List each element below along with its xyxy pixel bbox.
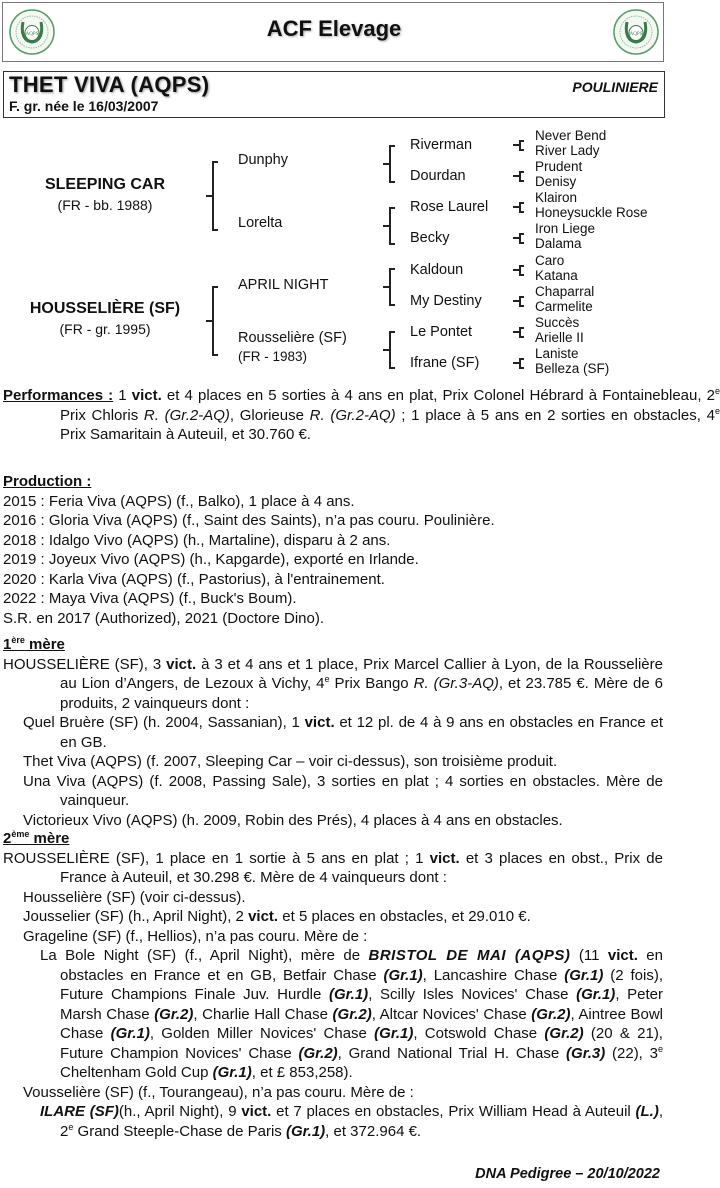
- production-heading: Production :: [3, 473, 92, 490]
- pedigree-gen4: Honeysuckle Rose: [535, 205, 648, 220]
- production-line: 2019 : Joyeux Vivo (AQPS) (h., Kapgarde), exporté en Irlande.: [3, 551, 419, 568]
- bracket-tick: [383, 349, 390, 351]
- svg-text:AQPS: AQPS: [629, 32, 643, 37]
- bracket-tick: [513, 175, 519, 177]
- bracket-tick: [383, 286, 390, 288]
- pedigree-gen4: Prudent: [535, 159, 583, 174]
- performances-section: Performances : 1 vict. et 4 places en 5 sorties à 4 ans en plat, Prix Colonel Hébrard à Fontainebleau, 2e Prix Chloris R. (Gr.2-AQ), Glorieuse R. (Gr.2-AQ) ; 1 place à 5 ans en 2 sorties en obstacles, 4e Prix Samaritain à Auteuil, et 30.760 €.: [3, 386, 720, 443]
- bracket-tick: [206, 320, 213, 322]
- pedigree-gen3: Kaldoun: [410, 262, 464, 278]
- pedigree-gen3: My Destiny: [410, 293, 482, 309]
- offspring-entry: Victorieux Vivo (AQPS) (h. 2009, Robin des Prés), 4 places à 4 ans en obstacles.: [23, 811, 563, 829]
- pedigree-gen4: Dalama: [535, 236, 582, 251]
- pedigree-gen4: Klairon: [535, 190, 578, 205]
- offspring-entry: Vousselière (SF) (f., Tourangeau), n’a pas couru. Mère de :: [23, 1083, 414, 1101]
- bracket-tick: [383, 163, 390, 165]
- first-dam-heading: 1ère mère: [3, 635, 65, 653]
- production-line: 2015 : Feria Viva (AQPS) (f., Balko), 1 place à 4 ans.: [3, 492, 355, 510]
- pedigree-gen4: Belleza (SF): [535, 361, 610, 376]
- pedigree-dam-name: HOUSSELIÈRE (SF): [29, 300, 181, 317]
- offspring-entry: Housselière (SF) (voir ci-dessus).: [23, 888, 246, 906]
- bracket-gen3: [519, 233, 524, 244]
- bracket-gen3: [519, 296, 524, 307]
- second-dam-heading: 2ème mère: [3, 829, 70, 847]
- bracket-tick: [513, 206, 519, 208]
- production-line: 2022 : Maya Viva (AQPS) (f., Buck's Boum).: [3, 590, 297, 607]
- bracket-gen3: [519, 140, 524, 151]
- pedigree-gen3: Ifrane (SF): [410, 355, 480, 371]
- grand-offspring-entry: ILARE (SF)(h., April Night), 9 vict. et 7 places en obstacles, Prix William Head à Auteuil (L.), 2e Grand Steeple-Chase de Paris (Gr.1), et 372.964 €.: [40, 1103, 664, 1140]
- pedigree-gen2: Rousselière (SF): [238, 330, 347, 346]
- pedigree-gen3: Le Pontet: [410, 324, 473, 340]
- aqps-logo-right: [612, 8, 660, 56]
- pedigree-gen2: Lorelta: [238, 215, 283, 231]
- site-title: ACF Elevage: [266, 16, 402, 41]
- pedigree-sire-name: SLEEPING CAR: [44, 176, 165, 193]
- production-line: 2018 : Idalgo Vivo (AQPS) (h., Martaline), disparu à 2 ans.: [3, 531, 391, 549]
- pedigree-gen2: Dunphy: [238, 152, 288, 168]
- pedigree-gen2-info: (FR - 1983): [238, 349, 308, 364]
- bracket-tick: [513, 362, 519, 364]
- bracket-tick: [383, 225, 390, 227]
- horse-birth-info: F. gr. née le 16/03/2007: [9, 98, 159, 114]
- svg-text:AQPS: AQPS: [25, 32, 39, 37]
- offspring-entry: Thet Viva (AQPS) (f. 2007, Sleeping Car – voir ci-dessus), son troisième produit.: [23, 753, 558, 770]
- offspring-entry: Jousselier (SF) (h., April Night), 2 vict. et 5 places en obstacles, et 29.010 €.: [23, 908, 531, 925]
- horse-name: THET VIVA (AQPS): [9, 72, 210, 97]
- offspring-entry: Una Viva (AQPS) (f. 2008, Passing Sale), 3 sorties en plat ; 4 sorties en obstacles. Mère de vainqueur.: [23, 772, 663, 809]
- offspring-entry: Quel Bruère (SF) (h. 2004, Sassanian), 1 vict. et 12 pl. de 4 à 9 ans en obstacles en France et en GB.: [23, 714, 663, 751]
- pedigree-gen4: River Lady: [535, 143, 600, 158]
- bracket-tick: [513, 144, 519, 146]
- performances-heading: Performances :: [3, 387, 114, 404]
- bracket-tick: [513, 237, 519, 239]
- horseshoe-seal-icon: [612, 8, 660, 56]
- second-dam-section: [3, 829, 663, 1141]
- production-line: S.R. en 2017 (Authorized), 2021 (Doctore Dino).: [3, 609, 324, 627]
- pedigree-gen3: Rose Laurel: [410, 199, 489, 215]
- bracket-tick: [513, 331, 519, 333]
- pedigree-gen4: Iron Liege: [535, 221, 596, 236]
- bracket-tick: [513, 269, 519, 271]
- second-dam-record: ROUSSELIÈRE (SF), 1 place en 1 sortie à 5 ans en plat ; 1 vict. et 3 places en obst., Prix de France à Auteuil, et 30.298 €. Mère de 4 vainqueurs dont :: [3, 849, 663, 886]
- bracket-gen3: [519, 202, 524, 213]
- pedigree-gen4: Denisy: [535, 174, 577, 189]
- grand-offspring-entry: La Bole Night (SF) (f., April Night), mère de BRISTOL DE MAI (AQPS) (11 vict. en obstacles en France et en GB, Betfair Chase (Gr.1), Lancashire Chase (Gr.1) (2 fois), Future Champions Finale Juv. Hurdle (Gr.1), Scilly Isles Novices' Chase (Gr.1), Peter Marsh Chase (Gr.2), Charlie Hall Chase (Gr.2), Altcar Novices' Chase (Gr.2), Aintree Bowl Chase (Gr.1), Golden Miller Novices' Chase (Gr.1), Cotswold Chase (Gr.2) (20 & 21), Future Champion Novices' Chase (Gr.2), Grand National Trial H. Chase (Gr.3) (22), 3e Cheltenham Gold Cup (Gr.1), et £ 853,258).: [40, 947, 664, 1081]
- pedigree-gen4: Arielle II: [535, 330, 584, 345]
- horse-category: POULINIERE: [572, 79, 658, 95]
- pedigree-gen3: Riverman: [410, 137, 473, 153]
- pedigree-gen4: Succès: [535, 315, 580, 330]
- pedigree-gen4: Laniste: [535, 346, 579, 361]
- bracket-gen3: [519, 327, 524, 338]
- pedigree-sire-info: (FR - bb. 1988): [57, 197, 153, 213]
- pedigree-dam-info: (FR - gr. 1995): [59, 321, 151, 337]
- first-dam-record: HOUSSELIÈRE (SF), 3 vict. à 3 et 4 ans et 1 place, Prix Marcel Callier à Lyon, de la Rousselière au Lion d’Angers, de Lezoux à Vichy, 4e Prix Bango R. (Gr.3-AQ), et 23.785 €. Mère de 6 produits, 2 vainqueurs dont :: [3, 655, 663, 712]
- pedigree-gen4: Chaparral: [535, 284, 595, 299]
- production-line: 2020 : Karla Viva (AQPS) (f., Pastorius), à l'entrainement.: [3, 570, 385, 588]
- production-section: [3, 472, 663, 628]
- bracket-gen3: [519, 265, 524, 276]
- pedigree-gen4: Katana: [535, 268, 578, 283]
- bracket-gen3: [519, 358, 524, 369]
- pedigree-gen4: Never Bend: [535, 128, 607, 143]
- pedigree-gen2: APRIL NIGHT: [238, 277, 329, 293]
- offspring-entry: Grageline (SF) (f., Hellios), n’a pas couru. Mère de :: [23, 927, 368, 945]
- production-line: 2016 : Gloria Viva (AQPS) (f., Saint des Saints), n’a pas couru. Poulinière.: [3, 512, 495, 529]
- bracket-tick: [206, 195, 213, 197]
- bracket-tick: [513, 300, 519, 302]
- pedigree-gen4: Caro: [535, 253, 565, 268]
- footer-source: DNA Pedigree – 20/10/2022: [475, 1166, 660, 1182]
- bracket-gen3: [519, 171, 524, 182]
- pedigree-gen3: Becky: [410, 230, 450, 246]
- pedigree-gen4: Carmelite: [535, 299, 593, 314]
- pedigree-gen3: Dourdan: [410, 168, 466, 184]
- first-dam-section: [3, 635, 663, 830]
